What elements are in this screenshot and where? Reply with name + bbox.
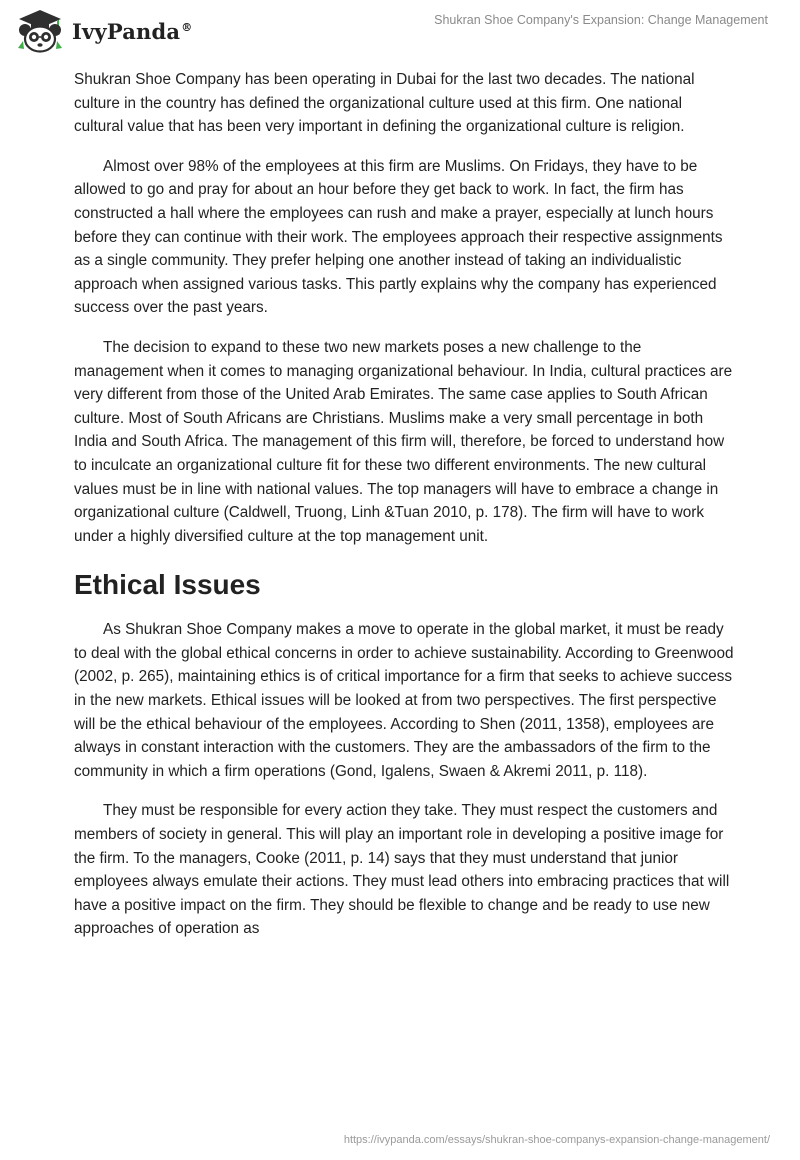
paragraph: Almost over 98% of the employees at this firm are Muslims. On Fridays, they have to be allowed to go and pray for about an hour before they get back to work. In fact, the firm has constructed a hall where the employees can rush and make a prayer, especially at lunch hours before they can continue with their work. The employees approach their respective assignments as a single community. They prefer helping one another instead of taking an individualistic approach when assigned various tasks. This partly explains why the company has experienced success over the past years. (74, 157, 723, 317)
paragraph: They must be responsible for every action they take. They must respect the customers and members of society in general. This will play an important role in developing a positive image for the firm. To the managers, Cooke (2011, p. 14) says that they must understand that junior employees always emulate their actions. They must lead others into embracing practices that will have a positive impact on the firm. They should be flexible to change and be ready to use new approaches of operation as (74, 802, 730, 938)
brand-logo[interactable] (14, 8, 192, 54)
page-header (0, 0, 800, 60)
panda-graduation-cap-icon (14, 8, 66, 54)
essay-body (74, 68, 734, 957)
section-heading: Ethical Issues (74, 569, 261, 601)
paragraph: Shukran Shoe Company has been operating in Dubai for the last two decades. The national culture in the country has defined the organizational culture used at this firm. One national cultural value that has been very important in defining the organizational culture is religion. (74, 71, 695, 136)
registered-mark: ® (181, 20, 193, 34)
footer-source-url[interactable]: https://ivypanda.com/essays/shukran-shoe-companys-expansion-change-management/ (343, 1134, 770, 1146)
brand-name: IvyPanda® (72, 18, 193, 44)
paragraph: As Shukran Shoe Company makes a move to operate in the global market, it must be ready to deal with the global ethical concerns in order to achieve sustainability. According to Greenwood (2002, p. 265), maintaining ethics is of critical importance for a firm that seeks to achieve success in the new markets. Ethical issues will be looked at from two perspectives. The first perspective will be the ethical behaviour of the employees. According to Shen (2011, 1358), employees are always in constant interaction with the customers. They are the ambassadors of the firm to the community in which a firm operations (Gond, Igalens, Swaen & Akremi 2011, p. 118). (74, 621, 734, 780)
paragraph: The decision to expand to these two new markets poses a new challenge to the management when it comes to managing organizational behaviour. In India, cultural practices are very different from those of the United Arab Emirates. The same case applies to South African culture. Most of South Africans are Christians. Muslims make a very small percentage in both India and South Africa. The management of this firm will, therefore, be forced to understand how to inculcate an organizational culture fit for these two different environments. The new cultural values must be in line with national values. The top managers will have to embrace a change in organizational culture (Caldwell, Truong, Linh &Tuan 2010, p. 178). The firm will have to work under a highly diversified culture at the top management unit. (74, 338, 733, 545)
document-title: Shukran Shoe Company's Expansion: Change Management (434, 13, 768, 27)
